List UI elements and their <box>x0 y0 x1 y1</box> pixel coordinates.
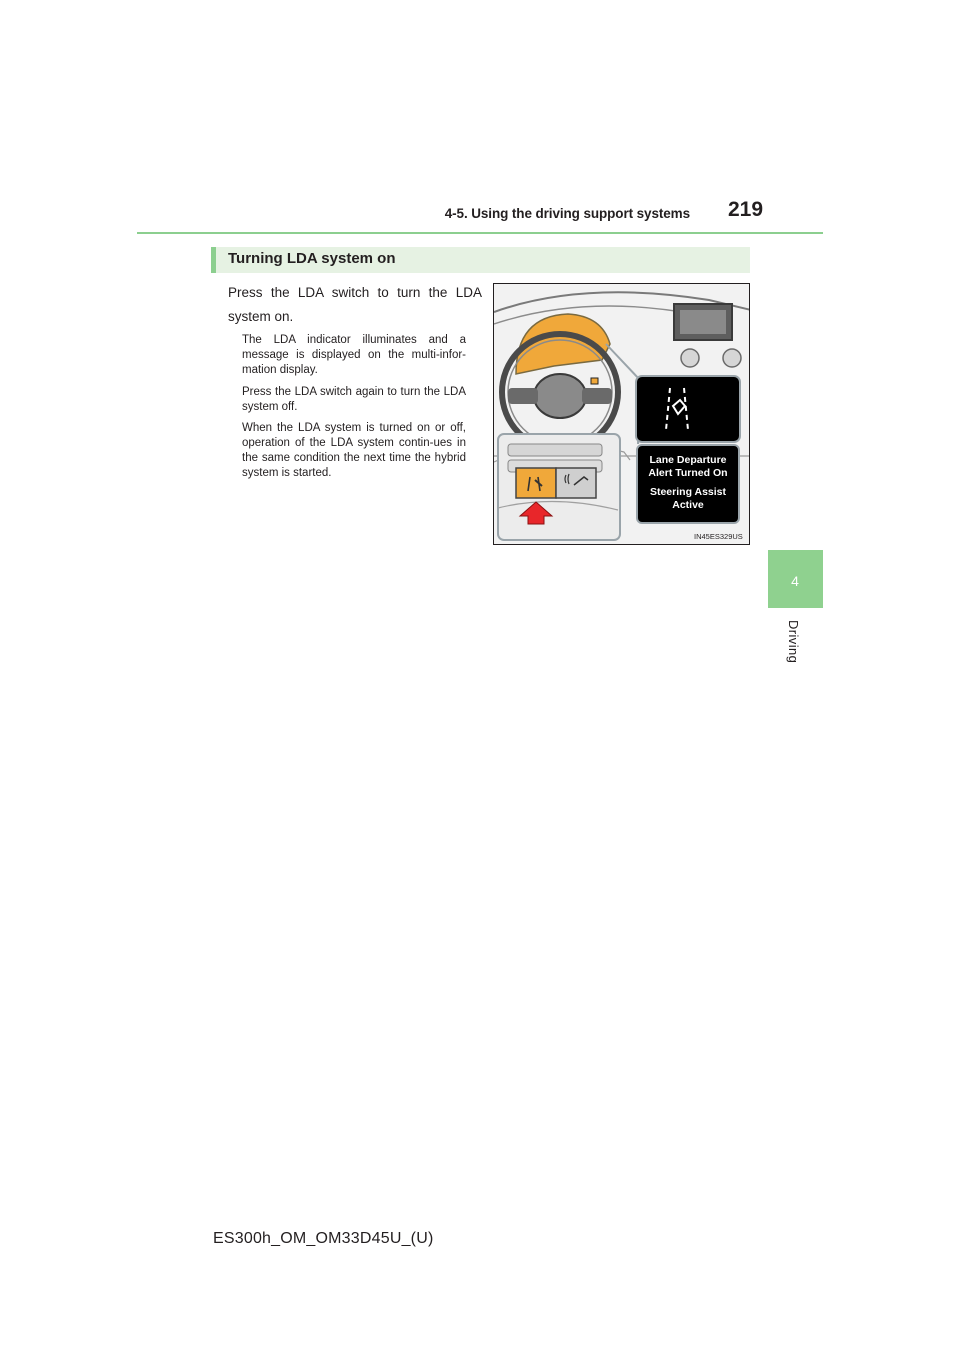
chapter-number: 4 <box>791 573 799 589</box>
page-number: 219 <box>728 198 764 221</box>
adjacent-switch-button <box>556 468 596 498</box>
footer-model-code: ES300h_OM_OM33D45U_(U) <box>213 1230 434 1247</box>
display-line: Steering Assist <box>649 486 727 498</box>
lda-switch-button <box>516 468 556 498</box>
multi-info-display-message <box>636 444 740 524</box>
display-line: Lane Departure <box>649 454 727 466</box>
intro-paragraph: Press the LDA switch to turn the LDA system on. <box>228 285 482 324</box>
multi-info-display-top <box>636 376 740 442</box>
note-memory: When the LDA system is turned on or off, operation of the LDA system contin-ues in the same condition the next time the hybrid system is started. <box>242 422 466 479</box>
chapter-label: Driving <box>786 620 801 664</box>
figure-code: IN45ES329US <box>694 532 743 541</box>
display-line: Alert Turned On <box>648 467 728 479</box>
section-heading <box>211 247 750 273</box>
note-switch-off: Press the LDA switch again to turn the LDA system off. <box>242 386 466 413</box>
section-heading-text: Turning LDA system on <box>228 250 396 267</box>
switch-panel <box>498 434 620 540</box>
display-line: Active <box>672 499 704 511</box>
header-section-title: 4-5. Using the driving support systems <box>444 206 690 221</box>
header-rule <box>137 232 823 234</box>
lda-switch-illustration <box>493 283 750 545</box>
note-indicator: The LDA indicator illuminates and a message is displayed on the multi-infor-mation display. <box>242 334 466 376</box>
